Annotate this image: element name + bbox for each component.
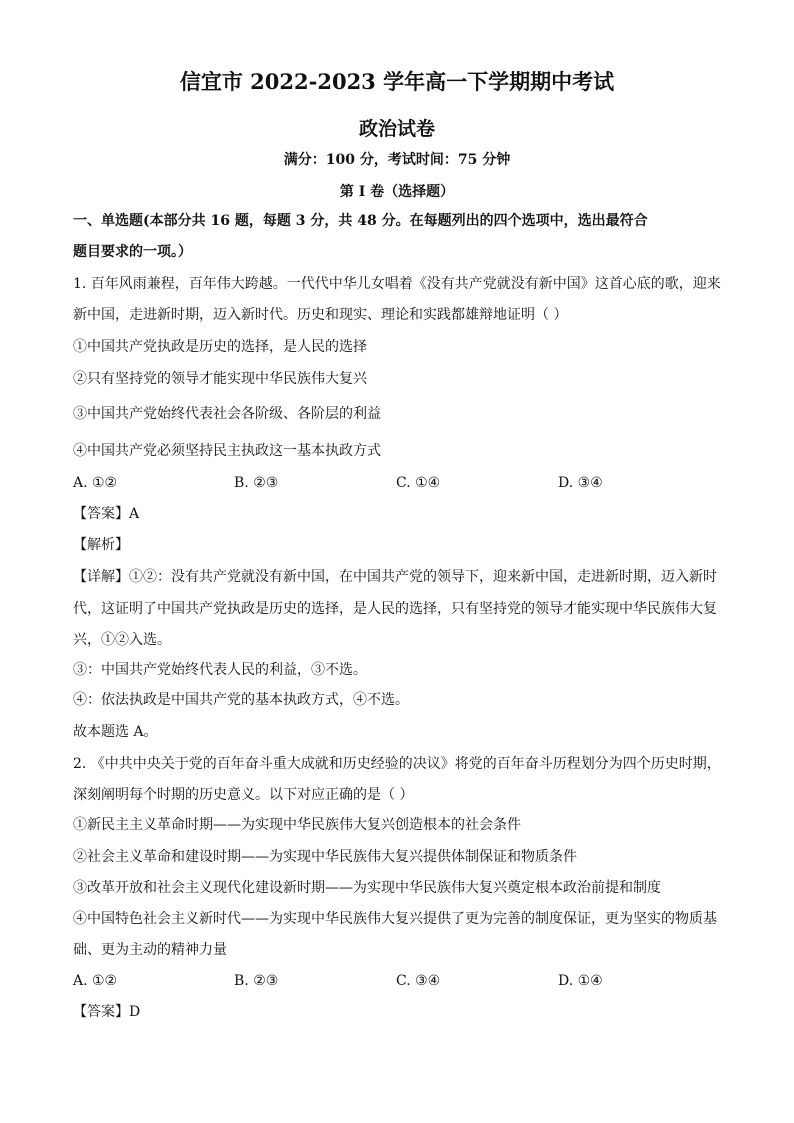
q1-stem-line-1: 1. 百年风雨兼程，百年伟大跨越。一代代中华儿女唱着《没有共产党就没有新中国》这首心底的歌，迎来 — [73, 276, 721, 292]
exam-meta: 满分：100 分，考试时间：75 分钟 — [283, 152, 511, 168]
q1-option-b: B. ②③ — [234, 475, 279, 491]
q2-option-a: A. ①② — [73, 973, 118, 989]
q2-item-4-line-2: 础、更为主动的精神力量 — [73, 942, 227, 958]
q2-option-b: B. ②③ — [234, 973, 279, 989]
q1-option-a: A. ①② — [73, 475, 118, 491]
q1-answer: 【答案】A — [73, 506, 140, 522]
q1-detail-line-2: 代，这证明了中国共产党执政是历史的选择，是人民的选择，只有坚持党的领导才能实现中华民族伟大复 — [73, 601, 717, 617]
q1-detail-line-4: ③：中国共产党始终代表人民的利益，③不选。 — [73, 662, 367, 678]
q1-detail-line-1: 【详解】①②：没有共产党就没有新中国，在中国共产党的领导下，迎来新中国，走进新时期，迈入新时 — [73, 569, 717, 585]
q1-option-c: C. ①④ — [396, 475, 441, 491]
q2-option-d: D. ①④ — [558, 973, 603, 989]
q1-item-2: ②只有坚持党的领导才能实现中华民族伟大复兴 — [73, 371, 367, 387]
q2-stem-line-1: 2. 《中共中央关于党的百年奋斗重大成就和历史经验的决议》将党的百年奋斗历程划分为四个历史时期， — [73, 756, 721, 772]
q1-stem-line-2: 新中国，走进新时期，迈入新时代。历史和现实、理论和实践都雄辩地证明（ ） — [73, 307, 568, 323]
q1-detail-line-3: 兴，①②入选。 — [73, 632, 171, 648]
subject-title: 政治试卷 — [358, 118, 435, 140]
volume-heading: 第 I 卷（选择题） — [339, 184, 455, 200]
q1-item-4: ④中国共产党必须坚持民主执政这一基本执政方式 — [73, 443, 381, 459]
q1-conclusion: 故本题选 A。 — [73, 724, 158, 740]
q2-item-1: ①新民主主义革命时期——为实现中华民族伟大复兴创造根本的社会条件 — [73, 817, 521, 833]
q1-option-d: D. ③④ — [558, 475, 603, 491]
q1-item-3: ③中国共产党始终代表社会各阶级、各阶层的利益 — [73, 406, 381, 422]
q2-option-c: C. ③④ — [396, 973, 441, 989]
section-heading-line-1: 一、单选题(本部分共 16 题，每题 3 分，共 48 分。在每题列出的四个选项中，选出最符合 — [73, 213, 648, 229]
q2-item-4-line-1: ④中国特色社会主义新时代——为实现中华民族伟大复兴提供了更为完善的制度保证，更为坚实的物质基 — [73, 911, 717, 927]
q1-item-1: ①中国共产党执政是历史的选择，是人民的选择 — [73, 339, 367, 355]
q1-detail-line-5: ④：依法执政是中国共产党的基本执政方式，④不选。 — [73, 692, 409, 708]
q2-stem-line-2: 深刻阐明每个时期的历史意义。以下对应正确的是（ ） — [73, 787, 414, 803]
q2-item-3: ③改革开放和社会主义现代化建设新时期——为实现中华民族伟大复兴奠定根本政治前提和制度 — [73, 880, 661, 896]
exam-title: 信宜市 2022-2023 学年高一下学期期中考试 — [179, 69, 615, 94]
section-heading-line-2: 题目要求的一项。） — [73, 244, 192, 260]
q1-analysis-label: 【解析】 — [73, 537, 129, 553]
q2-item-2: ②社会主义革命和建设时期——为实现中华民族伟大复兴提供体制保证和物质条件 — [73, 849, 577, 865]
q2-answer: 【答案】D — [73, 1004, 141, 1020]
